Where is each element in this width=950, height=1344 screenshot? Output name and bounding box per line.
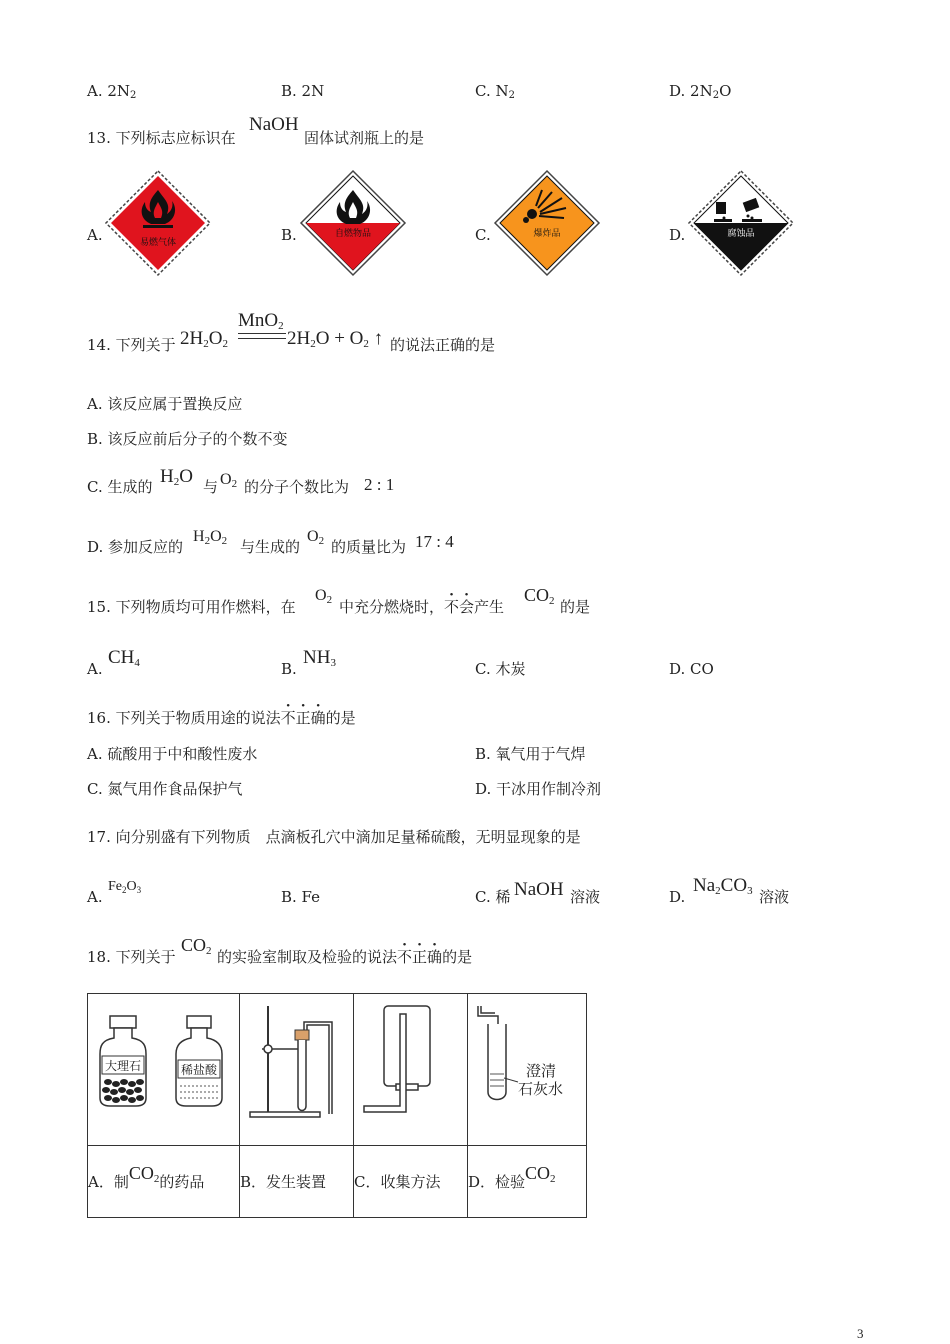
q18-cell-collection <box>354 994 468 1146</box>
q17-option-c-formula: NaOH <box>514 879 564 900</box>
q17-option-d-letter: D. <box>669 888 686 906</box>
q12-option-c: C. $N_2$ <box>475 82 515 101</box>
q13-option-a-letter: A. <box>87 226 103 244</box>
q17-option-a-letter: A. <box>87 888 103 906</box>
q14-option-d-tail: 的质量比为 <box>331 538 407 556</box>
q13-formula: NaOH <box>249 114 299 135</box>
q14-option-d-mid: 与生成的 <box>240 538 301 556</box>
q14-option-d-ratio: 17 : 4 <box>415 532 454 551</box>
q17-option-c-tail: 溶液 <box>570 888 601 906</box>
q13-option-c-letter: C. <box>475 226 491 244</box>
q18-cell-generator <box>240 994 354 1146</box>
q18-caption-d: D．检验$CO_2$ <box>468 1146 587 1218</box>
q18-caption-a: A．制$CO_2$的药品 <box>88 1146 240 1218</box>
q15-stem-mid: 中充分燃烧时，不会产生 <box>339 598 505 616</box>
bottle2-label: 稀盐酸 <box>180 1063 218 1077</box>
q17-stem: 17. 向分别盛有下列物质 点滴板孔穴中滴加足量稀硫酸，无明显现象的是 <box>87 828 581 846</box>
q18-caption-c: C．收集方法 <box>354 1146 468 1218</box>
page-number: 3 <box>857 1326 864 1341</box>
q13-option-b-letter: B. <box>281 226 297 244</box>
reagent-bottles-icon <box>88 994 239 1141</box>
q14-stem-tail: 的说法正确的是 <box>390 336 496 354</box>
q16-stem: 16. 下列关于物质用途的说法不正确的是 <box>87 709 356 727</box>
q15-stem: 15. 下列物质均可用作燃料，在 <box>87 598 296 616</box>
q14-option-c-formula2: $O_2$ <box>220 471 238 490</box>
q17-option-b: B. Fe <box>281 888 321 906</box>
limewater-label-2: 石灰水 <box>518 1080 564 1098</box>
q15-formula-co2: $CO_2$ <box>524 585 555 607</box>
q18-stem: 18. 下列关于 <box>87 948 176 966</box>
limewater-label-1: 澄清 <box>526 1062 557 1080</box>
q18-caption-b: B．发生装置 <box>240 1146 354 1218</box>
q15-option-b-letter: B. <box>281 660 297 678</box>
spontaneous-combustion-sign-icon <box>298 168 408 278</box>
q15-stem-tail: 的是 <box>560 598 591 616</box>
q14-option-d-formula2: $O_2$ <box>307 528 325 547</box>
q15-option-b-formula: $NH_3$ <box>303 647 336 669</box>
q14-option-a: A. 该反应属于置换反应 <box>87 395 243 413</box>
q14-reactant: $2H_2O_2$ <box>180 328 228 350</box>
q15-option-a-formula: $CH_4$ <box>108 647 140 669</box>
q16-option-b: B. 氧气用于气焊 <box>475 745 586 763</box>
q18-stem-mid: 的实验室制取及检验的说法不正确的是 <box>217 948 473 966</box>
q13-option-d-letter: D. <box>669 226 686 244</box>
q16-option-d: D. 干冰用作制冷剂 <box>475 780 602 798</box>
q15-option-d: D. CO <box>669 660 714 678</box>
corrosive-sign-icon <box>686 168 796 278</box>
sign-a-text: 易燃气体 <box>139 238 177 248</box>
q17-option-d-formula: $Na_2CO_3$ <box>693 875 753 897</box>
q16-option-c: C. 氮气用作食品保护气 <box>87 780 243 798</box>
q18-formula: $CO_2$ <box>181 935 212 957</box>
q18-table <box>87 993 587 1218</box>
q14-option-d-formula1: $H_2O_2$ <box>193 528 228 547</box>
q14-catalyst: MnO$_2$ <box>238 310 284 332</box>
q14-stem: 14. 下列关于 <box>87 336 176 354</box>
q13-stem-tail: 固体试剂瓶上的是 <box>304 129 425 147</box>
q15-formula-o2: $O_2$ <box>315 587 333 606</box>
q14-product: $2H_2O + O_2$ ↑ <box>287 328 384 350</box>
flammable-gas-sign-icon <box>103 168 213 278</box>
q15-option-a-letter: A. <box>87 660 103 678</box>
collection-apparatus-icon <box>354 994 467 1141</box>
q14-option-b: B. 该反应前后分子的个数不变 <box>87 430 288 448</box>
generator-apparatus-icon <box>240 994 353 1141</box>
q13-stem: 13. 下列标志应标识在 <box>87 129 236 147</box>
q17-option-d-tail: 溶液 <box>759 888 790 906</box>
q17-option-a-formula: $Fe_2O_3$ <box>108 879 142 895</box>
q18-cell-testing <box>468 994 587 1146</box>
q12-option-a: A. $2N_2$ <box>87 82 137 101</box>
q15-option-c: C. 木炭 <box>475 660 526 678</box>
sign-d-text: 腐蚀品 <box>727 229 755 239</box>
q14-option-d: D. 参加反应的 <box>87 538 184 556</box>
q12-option-b: B. 2N <box>281 82 325 100</box>
explosive-sign-icon <box>492 168 602 278</box>
q14-option-c-tail: 的分子个数比为 <box>244 478 350 496</box>
q14-option-c-mid: 与 <box>203 478 219 496</box>
q12-option-d: D. $2N_2O$ <box>669 82 732 101</box>
bottle1-label: 大理石 <box>104 1059 142 1073</box>
sign-c-text: 爆炸品 <box>533 229 561 239</box>
q18-cell-drugs <box>88 994 240 1146</box>
q17-option-c: C. 稀 <box>475 888 511 906</box>
q14-option-c-formula1: $H_2O$ <box>160 466 193 488</box>
sign-b-text: 自燃物品 <box>334 229 372 239</box>
q14-option-c-ratio: 2 : 1 <box>364 475 395 494</box>
q14-option-c: C. 生成的 <box>87 478 153 496</box>
q16-option-a: A. 硫酸用于中和酸性废水 <box>87 745 258 763</box>
q14-equals-sign <box>238 333 286 339</box>
limewater-test-icon <box>468 994 586 1141</box>
